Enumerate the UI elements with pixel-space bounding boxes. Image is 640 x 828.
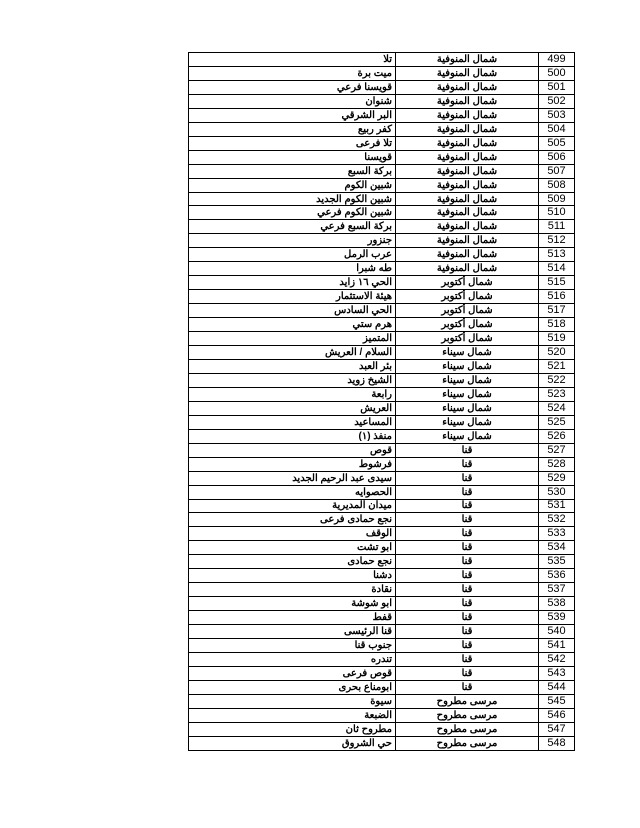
office-name-cell: نقادة xyxy=(189,583,396,597)
table-row xyxy=(189,359,575,373)
row-number-cell: 546 xyxy=(539,708,575,722)
row-number-cell: 499 xyxy=(539,53,575,67)
row-number-cell: 500 xyxy=(539,66,575,80)
office-name-cell: قنا الرئيسى xyxy=(189,625,396,639)
region-cell: قنا xyxy=(396,611,539,625)
office-name-cell: تلا xyxy=(189,53,396,67)
office-name-cell: حي الشروق xyxy=(189,736,396,750)
region-cell: شمال أكتوبر xyxy=(396,290,539,304)
office-name-cell: تلا فرعى xyxy=(189,136,396,150)
office-name-cell: دشنا xyxy=(189,569,396,583)
office-name-cell: المساعيد xyxy=(189,415,396,429)
row-number-cell: 511 xyxy=(539,220,575,234)
table-row xyxy=(189,513,575,527)
row-number-cell: 509 xyxy=(539,192,575,206)
region-cell: قنا xyxy=(396,555,539,569)
office-name-cell: قويسنا xyxy=(189,150,396,164)
row-number-cell: 529 xyxy=(539,471,575,485)
row-number-cell: 507 xyxy=(539,164,575,178)
row-number-cell: 510 xyxy=(539,206,575,220)
table-row xyxy=(189,276,575,290)
table-row xyxy=(189,332,575,346)
office-name-cell: الضبعة xyxy=(189,708,396,722)
office-name-cell: السلام / العريش xyxy=(189,346,396,360)
row-number-cell: 530 xyxy=(539,485,575,499)
table-row xyxy=(189,192,575,206)
office-name-cell: رابعة xyxy=(189,387,396,401)
office-name-cell: ميدان المديرية xyxy=(189,499,396,513)
table-row xyxy=(189,108,575,122)
office-name-cell: شبين الكوم xyxy=(189,178,396,192)
row-number-cell: 527 xyxy=(539,443,575,457)
region-cell: قنا xyxy=(396,639,539,653)
region-cell: قنا xyxy=(396,485,539,499)
row-number-cell: 521 xyxy=(539,359,575,373)
row-number-cell: 524 xyxy=(539,401,575,415)
row-number-cell: 542 xyxy=(539,652,575,666)
region-cell: شمال سيناء xyxy=(396,346,539,360)
office-name-cell: جنوب قنا xyxy=(189,639,396,653)
table-row xyxy=(189,122,575,136)
office-name-cell: طه شبرا xyxy=(189,262,396,276)
office-name-cell: شبين الكوم الجديد xyxy=(189,192,396,206)
table-row xyxy=(189,652,575,666)
region-cell: شمال المنوفية xyxy=(396,66,539,80)
row-number-cell: 519 xyxy=(539,332,575,346)
row-number-cell: 506 xyxy=(539,150,575,164)
office-name-cell: كفر ربيع xyxy=(189,122,396,136)
region-cell: شمال أكتوبر xyxy=(396,276,539,290)
office-name-cell: الحصوايه xyxy=(189,485,396,499)
region-cell: قنا xyxy=(396,625,539,639)
office-name-cell: العريش xyxy=(189,401,396,415)
office-name-cell: مطروح ثان xyxy=(189,722,396,736)
table-row xyxy=(189,583,575,597)
row-number-cell: 535 xyxy=(539,555,575,569)
office-name-cell: هيئة الاستثمار xyxy=(189,290,396,304)
region-cell: قنا xyxy=(396,666,539,680)
offices-table xyxy=(188,52,575,751)
table-row xyxy=(189,708,575,722)
region-cell: قنا xyxy=(396,527,539,541)
table-row xyxy=(189,429,575,443)
table-row xyxy=(189,262,575,276)
row-number-cell: 522 xyxy=(539,373,575,387)
row-number-cell: 545 xyxy=(539,694,575,708)
table-row xyxy=(189,136,575,150)
region-cell: شمال أكتوبر xyxy=(396,318,539,332)
row-number-cell: 501 xyxy=(539,80,575,94)
region-cell: شمال المنوفية xyxy=(396,136,539,150)
table-row xyxy=(189,94,575,108)
region-cell: قنا xyxy=(396,443,539,457)
office-name-cell: قوص xyxy=(189,443,396,457)
region-cell: شمال المنوفية xyxy=(396,94,539,108)
region-cell: مرسى مطروح xyxy=(396,694,539,708)
office-name-cell: جنزور xyxy=(189,234,396,248)
office-name-cell: نجع حمادى فرعى xyxy=(189,513,396,527)
region-cell: قنا xyxy=(396,597,539,611)
row-number-cell: 531 xyxy=(539,499,575,513)
table-row xyxy=(189,457,575,471)
row-number-cell: 548 xyxy=(539,736,575,750)
table-row xyxy=(189,597,575,611)
table-row xyxy=(189,680,575,694)
office-name-cell: الحي السادس xyxy=(189,304,396,318)
row-number-cell: 525 xyxy=(539,415,575,429)
region-cell: شمال أكتوبر xyxy=(396,304,539,318)
office-name-cell: نجع حمادى xyxy=(189,555,396,569)
office-name-cell: عرب الرمل xyxy=(189,248,396,262)
region-cell: شمال المنوفية xyxy=(396,192,539,206)
row-number-cell: 534 xyxy=(539,541,575,555)
region-cell: قنا xyxy=(396,471,539,485)
office-name-cell: سيوة xyxy=(189,694,396,708)
office-name-cell: قفط xyxy=(189,611,396,625)
table-row xyxy=(189,304,575,318)
table-row xyxy=(189,443,575,457)
office-name-cell: قويسنا فرعي xyxy=(189,80,396,94)
region-cell: شمال المنوفية xyxy=(396,53,539,67)
office-name-cell: الشيخ زويد xyxy=(189,373,396,387)
region-cell: شمال سيناء xyxy=(396,429,539,443)
row-number-cell: 503 xyxy=(539,108,575,122)
office-name-cell: بئر العبد xyxy=(189,359,396,373)
table-row xyxy=(189,722,575,736)
table-row xyxy=(189,666,575,680)
table-row xyxy=(189,555,575,569)
row-number-cell: 518 xyxy=(539,318,575,332)
region-cell: شمال سيناء xyxy=(396,373,539,387)
office-name-cell: المتميز xyxy=(189,332,396,346)
office-name-cell: بركة السبع xyxy=(189,164,396,178)
region-cell: شمال المنوفية xyxy=(396,150,539,164)
region-cell: مرسى مطروح xyxy=(396,708,539,722)
region-cell: شمال سيناء xyxy=(396,359,539,373)
table-row xyxy=(189,150,575,164)
row-number-cell: 515 xyxy=(539,276,575,290)
row-number-cell: 508 xyxy=(539,178,575,192)
region-cell: قنا xyxy=(396,513,539,527)
table-row xyxy=(189,694,575,708)
office-name-cell: ميت برة xyxy=(189,66,396,80)
row-number-cell: 528 xyxy=(539,457,575,471)
table-row xyxy=(189,639,575,653)
region-cell: شمال أكتوبر xyxy=(396,332,539,346)
row-number-cell: 541 xyxy=(539,639,575,653)
row-number-cell: 504 xyxy=(539,122,575,136)
office-name-cell: سيدى عبد الرحيم الجديد xyxy=(189,471,396,485)
office-name-cell: تندره xyxy=(189,652,396,666)
region-cell: قنا xyxy=(396,583,539,597)
region-cell: قنا xyxy=(396,569,539,583)
table-row xyxy=(189,80,575,94)
table-row xyxy=(189,248,575,262)
office-name-cell: قوص فرعى xyxy=(189,666,396,680)
row-number-cell: 532 xyxy=(539,513,575,527)
office-name-cell: الوقف xyxy=(189,527,396,541)
row-number-cell: 543 xyxy=(539,666,575,680)
region-cell: شمال سيناء xyxy=(396,415,539,429)
region-cell: مرسى مطروح xyxy=(396,736,539,750)
region-cell: قنا xyxy=(396,541,539,555)
table-row xyxy=(189,66,575,80)
row-number-cell: 514 xyxy=(539,262,575,276)
table-row xyxy=(189,346,575,360)
table-row xyxy=(189,499,575,513)
office-name-cell: البر الشرقي xyxy=(189,108,396,122)
row-number-cell: 538 xyxy=(539,597,575,611)
row-number-cell: 536 xyxy=(539,569,575,583)
table-row xyxy=(189,541,575,555)
office-name-cell: شبين الكوم فرعي xyxy=(189,206,396,220)
region-cell: شمال المنوفية xyxy=(396,164,539,178)
table-row xyxy=(189,611,575,625)
table-row xyxy=(189,569,575,583)
office-name-cell: الحي ١٦ زايد xyxy=(189,276,396,290)
table-row xyxy=(189,471,575,485)
row-number-cell: 526 xyxy=(539,429,575,443)
row-number-cell: 512 xyxy=(539,234,575,248)
office-name-cell: ابومناع بحرى xyxy=(189,680,396,694)
office-name-cell: هرم ستي xyxy=(189,318,396,332)
table-row xyxy=(189,53,575,67)
row-number-cell: 523 xyxy=(539,387,575,401)
region-cell: قنا xyxy=(396,499,539,513)
row-number-cell: 520 xyxy=(539,346,575,360)
region-cell: شمال المنوفية xyxy=(396,178,539,192)
region-cell: شمال المنوفية xyxy=(396,108,539,122)
table-row xyxy=(189,178,575,192)
table-row xyxy=(189,290,575,304)
table-row xyxy=(189,206,575,220)
office-name-cell: منفذ (١) xyxy=(189,429,396,443)
region-cell: شمال المنوفية xyxy=(396,262,539,276)
table-row xyxy=(189,318,575,332)
region-cell: قنا xyxy=(396,652,539,666)
office-name-cell: ابو شوشة xyxy=(189,597,396,611)
region-cell: مرسى مطروح xyxy=(396,722,539,736)
row-number-cell: 513 xyxy=(539,248,575,262)
table-row xyxy=(189,401,575,415)
row-number-cell: 539 xyxy=(539,611,575,625)
table-row xyxy=(189,164,575,178)
region-cell: شمال المنوفية xyxy=(396,248,539,262)
table-row xyxy=(189,387,575,401)
row-number-cell: 533 xyxy=(539,527,575,541)
row-number-cell: 540 xyxy=(539,625,575,639)
office-name-cell: فرشوط xyxy=(189,457,396,471)
office-name-cell: ابو تشت xyxy=(189,541,396,555)
row-number-cell: 505 xyxy=(539,136,575,150)
region-cell: شمال المنوفية xyxy=(396,122,539,136)
office-name-cell: بركة السبع فرعي xyxy=(189,220,396,234)
row-number-cell: 547 xyxy=(539,722,575,736)
table-row xyxy=(189,527,575,541)
table-row xyxy=(189,234,575,248)
row-number-cell: 502 xyxy=(539,94,575,108)
region-cell: شمال المنوفية xyxy=(396,206,539,220)
table-row xyxy=(189,625,575,639)
table-row xyxy=(189,415,575,429)
office-name-cell: شنوان xyxy=(189,94,396,108)
region-cell: شمال المنوفية xyxy=(396,220,539,234)
region-cell: شمال سيناء xyxy=(396,401,539,415)
region-cell: شمال المنوفية xyxy=(396,234,539,248)
row-number-cell: 516 xyxy=(539,290,575,304)
offices-table-body xyxy=(189,53,575,751)
region-cell: شمال المنوفية xyxy=(396,80,539,94)
row-number-cell: 537 xyxy=(539,583,575,597)
row-number-cell: 544 xyxy=(539,680,575,694)
table-row xyxy=(189,485,575,499)
row-number-cell: 517 xyxy=(539,304,575,318)
table-row xyxy=(189,736,575,750)
region-cell: شمال سيناء xyxy=(396,387,539,401)
table-row xyxy=(189,373,575,387)
table-row xyxy=(189,220,575,234)
region-cell: قنا xyxy=(396,680,539,694)
region-cell: قنا xyxy=(396,457,539,471)
